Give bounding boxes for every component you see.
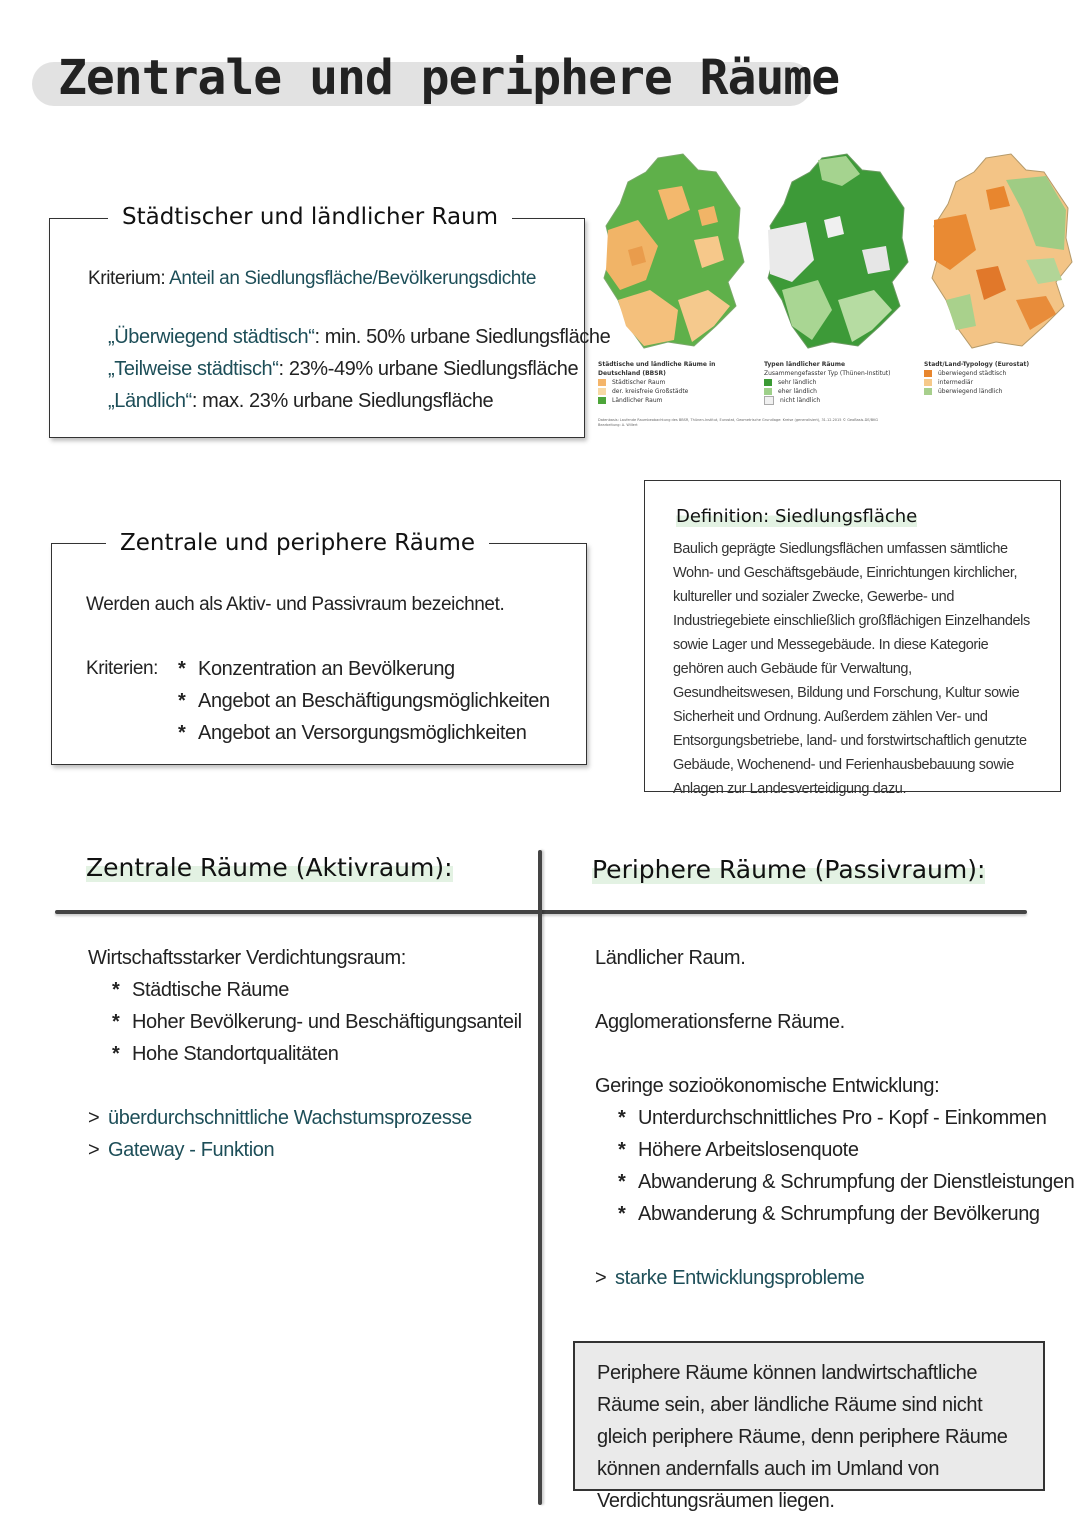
list-item: * Abwanderung & Schrumpfung der Dienstleistungen	[618, 1166, 1074, 1198]
vertical-divider	[538, 850, 542, 1505]
list-item: * Abwanderung & Schrumpfung der Bevölkerung	[618, 1198, 1074, 1230]
map-legend-bbsr: Städtische und ländliche Räume in Deutschland (BBSR) Städtischer Raum der. kreisfreie Großstädte Ländlicher Raum	[598, 361, 716, 404]
list-item: > Gateway - Funktion	[88, 1139, 275, 1161]
criterion-line	[88, 263, 536, 295]
list-item: * Städtische Räume	[112, 974, 522, 1006]
right-line2: Agglomerationsferne Räume.	[595, 1011, 845, 1033]
right-arrow: > starke Entwicklungsprobleme	[595, 1267, 865, 1289]
criteria-label: Kriterien:	[86, 658, 159, 679]
list-item: * Hoher Bevölkerung- und Beschäftigungsanteil	[112, 1006, 522, 1038]
criterion-label: Kriterium:	[88, 268, 166, 289]
right-line1: Ländlicher Raum.	[595, 947, 746, 969]
note-box	[573, 1341, 1045, 1512]
map-bbsr	[598, 150, 748, 350]
list-item: * Angebot an Versorgungsmöglichkeiten	[178, 717, 550, 749]
right-subheading: Geringe sozioökonomische Entwicklung:	[595, 1075, 940, 1097]
maps-figure	[592, 140, 1080, 440]
list-item: * Hohe Standortqualitäten	[112, 1038, 522, 1070]
box-intro: Werden auch als Aktiv- und Passivraum bezeichnet.	[86, 594, 505, 615]
map-source: Datenbasis: Laufende Raumbeobachtung des BBSR, Thünen-Institut, Eurostat, Geometrische Grundlage: Kreise (generalisiert), 31.12.2015 © GeoBasis-DE/BKG Bearbeitung: A. Willert	[598, 418, 879, 427]
list-item: * Konzentration an Bevölkerung	[178, 653, 550, 685]
list-item: „Ländlich“: max. 23% urbane Siedlungsfläche	[108, 390, 494, 412]
list-item: „Überwiegend städtisch“: min. 50% urbane Siedlungsfläche	[108, 326, 611, 348]
list-item: * Unterdurchschnittliches Pro - Kopf - Einkommen	[618, 1102, 1074, 1134]
left-subheading: Wirtschaftsstarker Verdichtungsraum:	[88, 947, 406, 969]
right-list	[618, 1102, 1074, 1230]
list-item: * Angebot an Beschäftigungsmöglichkeiten	[178, 685, 550, 717]
criteria-list	[178, 653, 550, 749]
left-heading: Zentrale Räume (Aktivraum):	[86, 853, 453, 882]
note-text: Periphere Räume können landwirtschaftliche Räume sein, aber ländliche Räume sind nicht gleich periphere Räume, denn periphere Räume können andernfalls auch im Umland von Verdichtungsräumen liegen.	[597, 1362, 1008, 1512]
left-list	[112, 974, 522, 1070]
list-item: * Höhere Arbeitslosenquote	[618, 1134, 1074, 1166]
page-title: Zentrale und periphere Räume	[58, 50, 840, 106]
criterion-value: Anteil an Siedlungsfläche/Bevölkerungsdichte	[169, 268, 537, 289]
map-legend-thuenen: Typen ländlicher Räume Zusammengefasster Typ (Thünen-Institut) sehr ländlich eher ländlich nicht ländlich	[764, 361, 891, 404]
map-legend-eurostat: Stadt/Land-Typology (Eurostat) überwiegend städtisch intermediär überwiegend ländlich	[924, 361, 1030, 395]
definition-title: Definition: Siedlungsfläche	[676, 506, 918, 527]
left-arrows	[88, 1102, 472, 1166]
box-stadt-land-title: Städtischer und ländlicher Raum	[108, 204, 512, 230]
map-eurostat	[926, 150, 1076, 350]
map-thuenen	[762, 150, 912, 350]
list-item: „Teilweise städtisch“: 23%-49% urbane Siedlungsfläche	[108, 358, 579, 380]
box-zentral-peripher-title: Zentrale und periphere Räume	[106, 530, 489, 556]
right-heading: Periphere Räume (Passivraum):	[592, 855, 986, 884]
density-list	[108, 321, 610, 417]
definition-text: Baulich geprägte Siedlungsflächen umfassen sämtliche Wohn- und Geschäftsgebäude, Einrichtungen kirchlicher, kultureller und sozialer Zwecke, Gewerbe- und Industriegebiete einschließlich großflächigen Einzelhandels sowie Lager und Messegebäude. In diese Kategorie gehören auch Gebäude für Verwaltung, Gesundheitswesen, Bildung und Forschung, Kultur sowie Sicherheit und Ordnung. Außerdem zählen Ver- und Entsorgungsbetriebe, land- und forstwirtschaftlich genutzte Gebäude, Wochenend- und Ferienhausbebauung sowie Anlagen zur Landesverteidigung dazu.	[673, 541, 1030, 797]
list-item: > überdurchschnittliche Wachstumsprozesse	[88, 1107, 472, 1129]
